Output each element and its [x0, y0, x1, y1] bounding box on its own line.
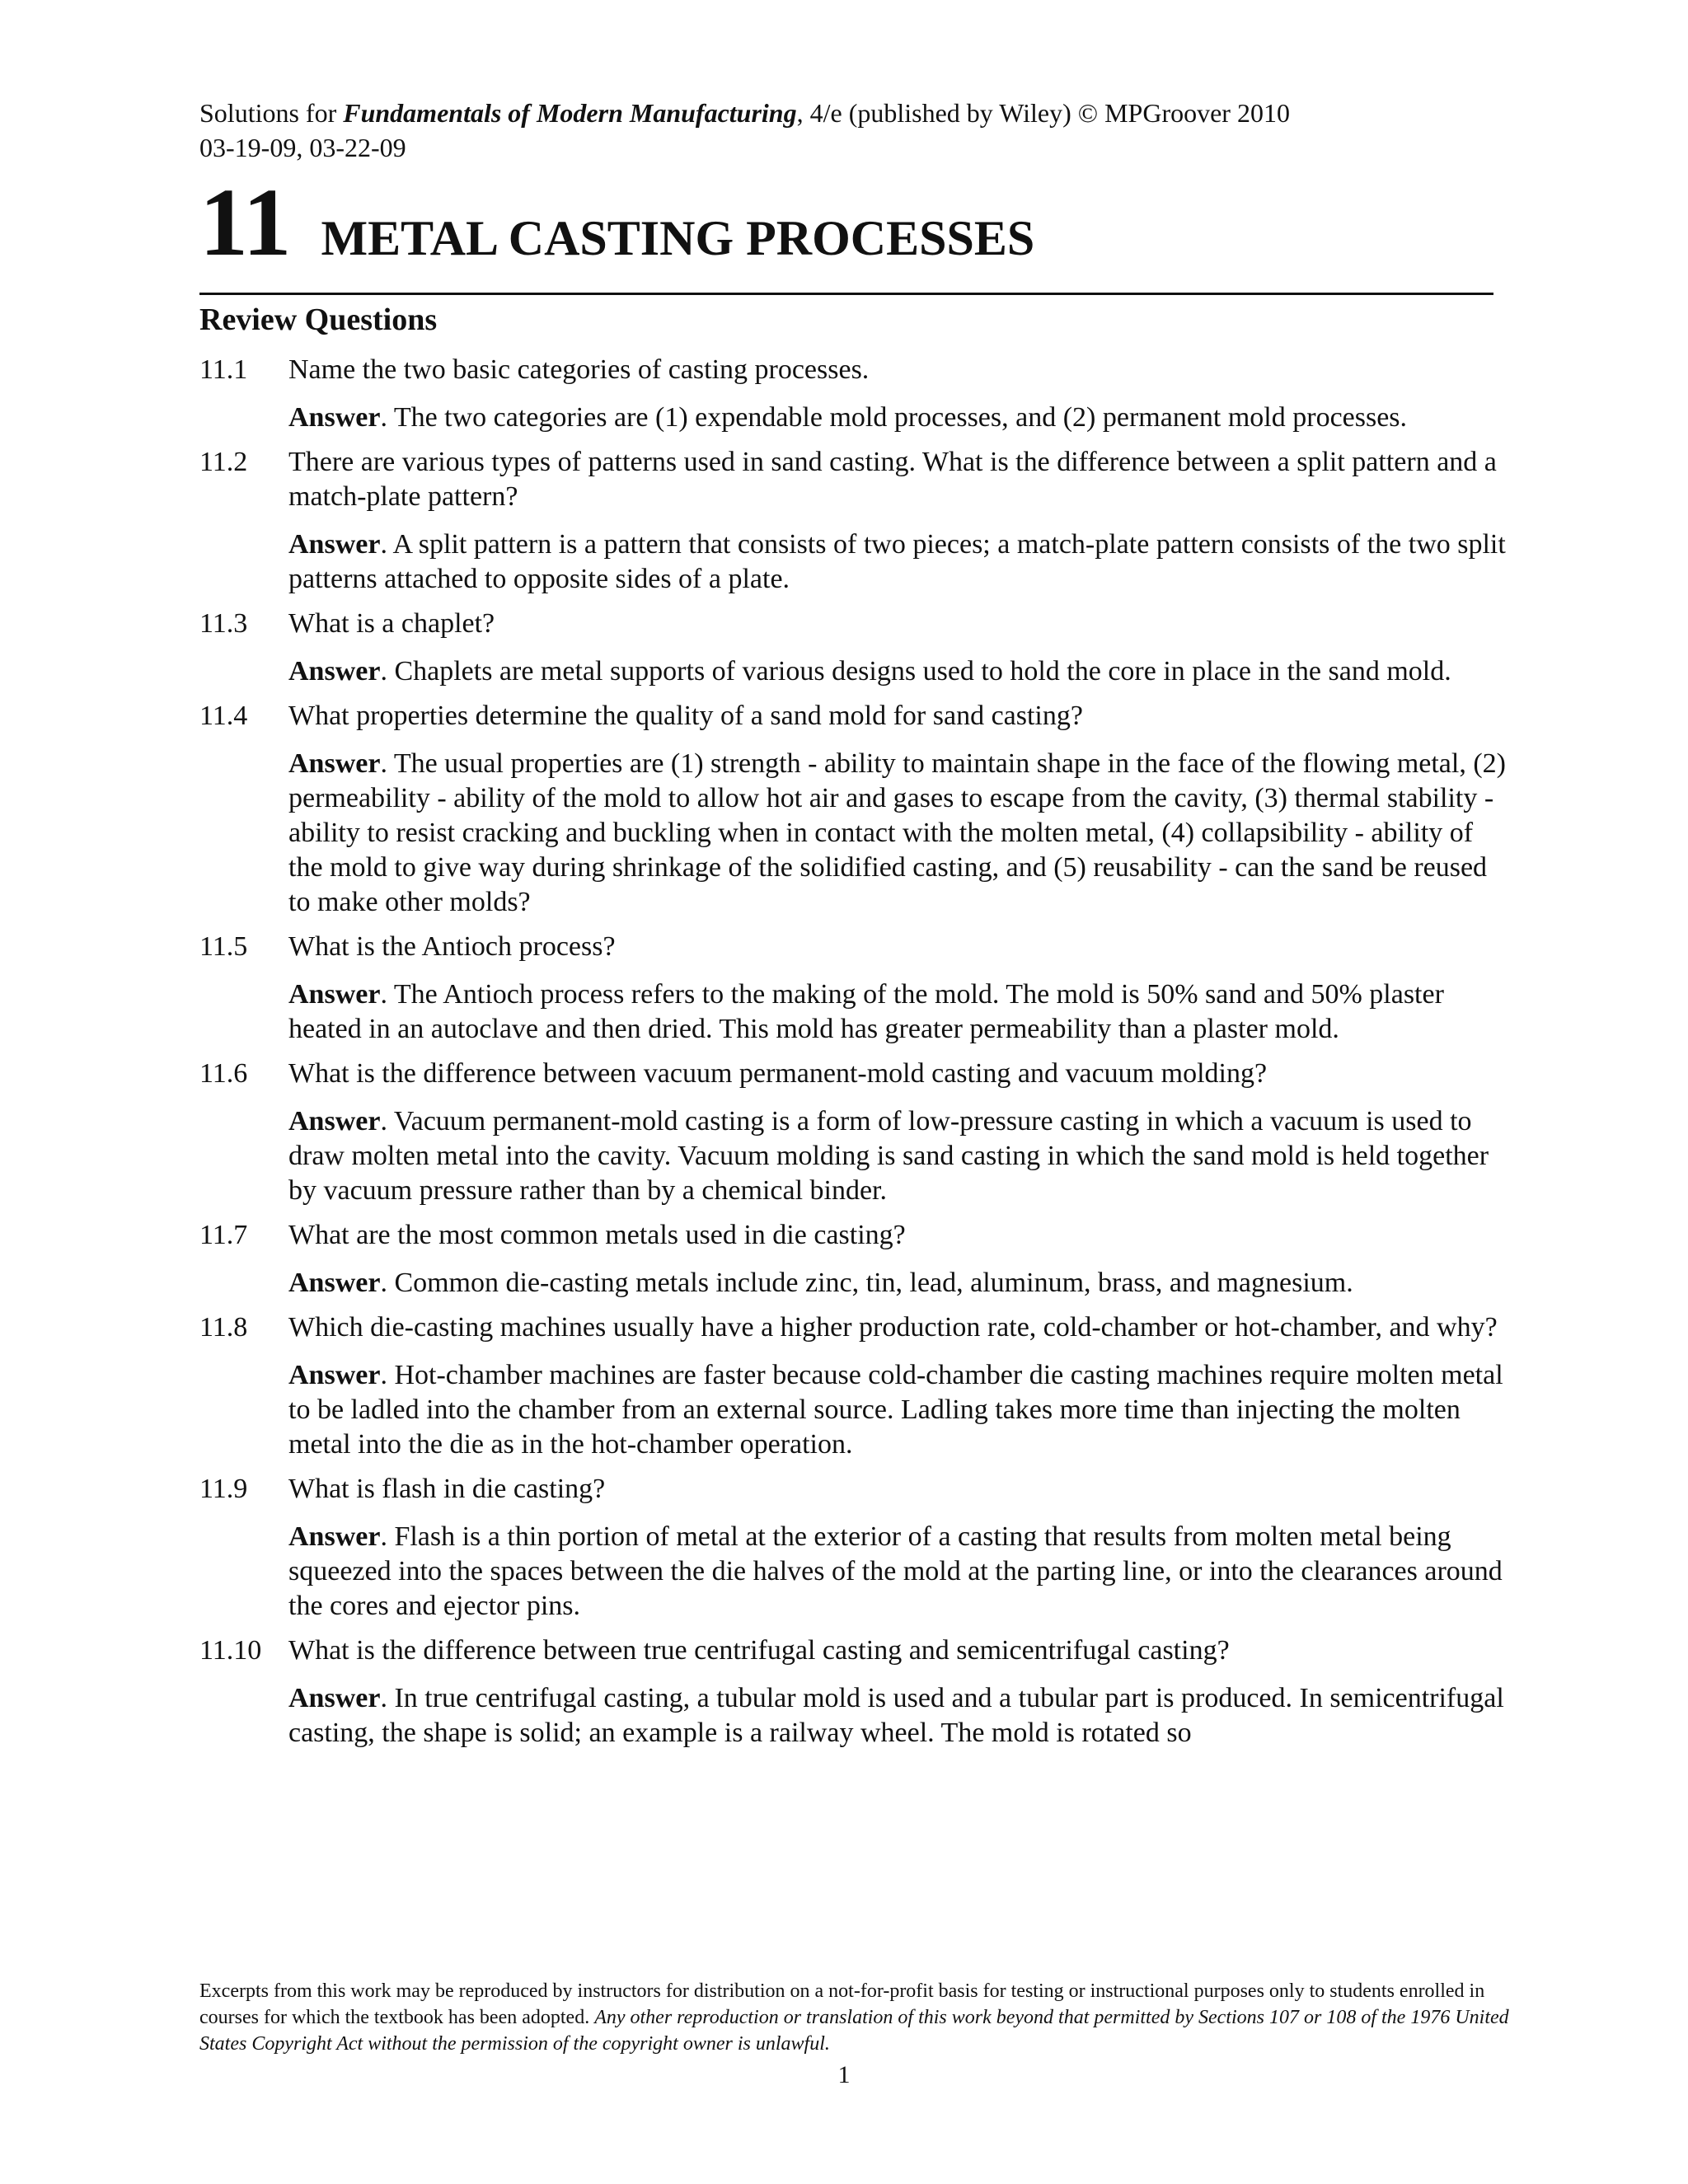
footer-notice: Excerpts from this work may be reproduced by instructors for distribution on a not-for-profit basis for testing or instructional purposes only to students enrolled in courses for which the textbook has been adopted. [199, 1980, 1485, 2028]
answer-label: Answer [288, 529, 381, 560]
question-number: 11.5 [199, 931, 248, 962]
answer-label: Answer [288, 1521, 381, 1552]
answer-body: . The usual properties are (1) strength - ability to maintain shape in the face of the flowing metal, (2) permeability - ability of the mold to allow hot air and gases to escape from the cavity, (3) thermal stability - ability to resist cracking and buckling when in contact with the molten metal, (4) collapsibility - ability of the mold to give way during shrinkage of the solidified casting, and (5) reusability - can the sand be reused to make other molds? [288, 748, 1506, 917]
answer-label: Answer [288, 1683, 381, 1713]
header-dates: 03-19-09, 03-22-09 [199, 133, 406, 162]
answer-body: . Vacuum permanent-mold casting is a form of low-pressure casting in which a vacuum is used to draw molten metal into the cavity. Vacuum molding is sand casting in which the sand mold is held together by vacuum pressure rather than by a chemical binder. [288, 1106, 1489, 1206]
answer-body: . Hot-chamber machines are faster because cold-chamber die casting machines require molten metal to be ladled into the chamber from an external source. Ladling takes more time than injecting the molten metal into the die as in the hot-chamber operation. [288, 1360, 1503, 1460]
question-number: 11.4 [199, 701, 248, 731]
answer-label: Answer [288, 402, 381, 433]
answer-body: . In true centrifugal casting, a tubular mold is used and a tubular part is produced. In semicentrifugal casting, the shape is solid; an example is a railway wheel. The mold is rotated so [288, 1683, 1504, 1748]
question-text: What is a chaplet? [288, 608, 495, 639]
question-number: 11.10 [199, 1635, 262, 1666]
question-text: Name the two basic categories of casting processes. [288, 354, 870, 385]
answer-label: Answer [288, 1268, 381, 1298]
review-question-item [199, 1057, 1518, 1208]
answer-body: . Flash is a thin portion of metal at the exterior of a casting that results from molten metal being squeezed into the spaces between the die halves of the mold at the parting line, or into the clearances around the cores and ejector pins. [288, 1521, 1503, 1621]
question-text: What is flash in die casting? [288, 1474, 606, 1504]
book-title: Fundamentals of Modern Manufacturing [343, 98, 797, 128]
answer-label: Answer [288, 656, 381, 687]
chapter-title: METAL CASTING PROCESSES [321, 211, 1035, 265]
review-question-item [199, 1633, 1518, 1750]
section-heading: Review Questions [199, 302, 438, 337]
answer-body: . A split pattern is a pattern that consists of two pieces; a match-plate pattern consists of the two split patterns attached to opposite sides of a plate. [288, 529, 1506, 594]
answer-text [288, 1104, 1508, 1208]
chapter-heading [199, 168, 1035, 276]
answer-text [288, 654, 1508, 689]
answer-text [288, 1681, 1508, 1750]
question-number: 11.1 [199, 354, 248, 385]
question-text: What are the most common metals used in die casting? [288, 1220, 906, 1250]
question-text: Which die-casting machines usually have a higher production rate, cold-chamber or hot-chamber, and why? [288, 1312, 1498, 1343]
question-text: What is the Antioch process? [288, 931, 616, 962]
answer-body: . The Antioch process refers to the making of the mold. The mold is 50% sand and 50% plaster heated in an autoclave and then dried. This mold has greater permeability than a plaster mold. [288, 979, 1444, 1044]
footer-notice-italic: Any other reproduction or translation of this work beyond that permitted by Sections 107 or 108 of the 1976 United States Copyright Act without the permission of the copyright owner is unlawful. [199, 2007, 1509, 2055]
page-number: 1 [837, 2061, 851, 2088]
answer-label: Answer [288, 979, 381, 1010]
question-text: There are various types of patterns used in sand casting. What is the difference between a split pattern and a match-plate pattern? [288, 447, 1497, 512]
question-text: What properties determine the quality of a sand mold for sand casting? [288, 701, 1083, 731]
copyright-footer [199, 1978, 1518, 2057]
review-question-item [199, 353, 1518, 435]
review-question-item [199, 699, 1518, 920]
question-text: What is the difference between true centrifugal casting and semicentrifugal casting? [288, 1635, 1230, 1666]
answer-text [288, 1358, 1508, 1462]
answer-text [288, 401, 1508, 435]
answer-text [288, 1520, 1508, 1624]
answer-text [288, 527, 1508, 597]
answer-label: Answer [288, 748, 381, 779]
question-number: 11.3 [199, 608, 248, 639]
answer-body: . The two categories are (1) expendable mold processes, and (2) permanent mold processes. [380, 402, 1408, 433]
header-suffix: , 4/e (published by Wiley) © MPGroover 2010 [796, 98, 1290, 128]
answer-body: . Chaplets are metal supports of various designs used to hold the core in place in the sand mold. [380, 656, 1451, 687]
review-question-item [199, 1218, 1518, 1301]
question-number: 11.2 [199, 447, 248, 477]
answer-body: . Common die-casting metals include zinc, tin, lead, aluminum, brass, and magnesium. [380, 1268, 1353, 1298]
question-list [199, 353, 1518, 1760]
question-number: 11.6 [199, 1058, 248, 1089]
review-question-item [199, 607, 1518, 689]
answer-label: Answer [288, 1360, 381, 1390]
answer-text [288, 1266, 1508, 1301]
answer-label: Answer [288, 1106, 381, 1137]
review-question-item [199, 1472, 1518, 1624]
question-number: 11.8 [199, 1312, 248, 1343]
question-number: 11.7 [199, 1220, 248, 1250]
answer-text [288, 747, 1508, 920]
answer-text [288, 977, 1508, 1047]
question-text: What is the difference between vacuum permanent-mold casting and vacuum molding? [288, 1058, 1268, 1089]
chapter-number: 11 [199, 168, 292, 276]
title-divider [199, 293, 1493, 295]
running-header [199, 97, 1290, 129]
review-question-item [199, 930, 1518, 1047]
review-question-item [199, 445, 1518, 597]
question-number: 11.9 [199, 1474, 248, 1504]
header-prefix: Solutions for [199, 98, 344, 128]
review-question-item [199, 1310, 1518, 1462]
